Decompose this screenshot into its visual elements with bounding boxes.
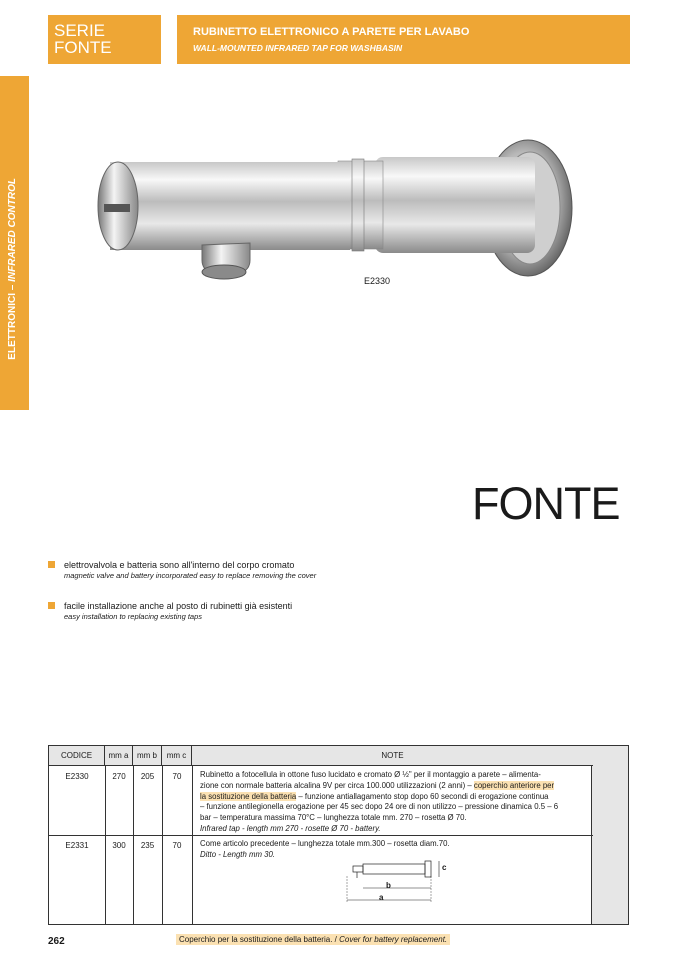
bullet-square-icon <box>48 561 55 568</box>
product-name-heading: FONTE <box>472 478 620 529</box>
cell-note: Come articolo precedente – lunghezza totale mm.300 – rosetta diam.70. Ditto - Length mm 30. <box>200 839 590 861</box>
header-note: NOTE <box>381 751 404 760</box>
product-code-caption: E2330 <box>364 276 391 286</box>
footnote: Coperchio per la sostituzione della batteria. / Cover for battery replacement. <box>176 934 450 945</box>
dimension-label-c: c <box>442 863 447 872</box>
header-code: CODICE <box>49 746 105 766</box>
dimension-label-a: a <box>379 893 384 902</box>
header-mm-c: mm c <box>162 746 192 766</box>
category-label: ELETTRONICI – INFRARED CONTROL <box>7 178 18 360</box>
cell-c: 70 <box>172 772 182 781</box>
title-italian: RUBINETTO ELETTRONICO A PARETE PER LAVABO <box>193 26 470 38</box>
title-english: WALL-MOUNTED INFRARED TAP FOR WASHBASIN <box>193 43 403 53</box>
cell-code: E2331 <box>65 841 89 850</box>
cell-note: Rubinetto a fotocellula in ottone fuso lucidato e cromato Ø ½" per il montaggio a parete – alimenta- zione con normale batteria alcalina 9V per circa 100.000 utilizzazioni (2 anni) – coperchio anteriore per la sostituzione della batteria – funzione antiallagamento stop dopo 60 secondi di erogazione continua – funzione antilegionella erogazione per 45 sec dopo 24 ore di non utilizzo – pressione dinamica 0.5 – 6 bar – temperatura massima 70°C – lunghezza totale mm. 270 – rosetta Ø 70. Infrared tap - length mm 270 - rosette Ø 70 - battery. <box>200 770 590 835</box>
title-box <box>177 15 630 64</box>
feature-text-english: magnetic valve and battery incorporated easy to replace removing the cover <box>64 571 317 580</box>
feature-text-italian: facile installazione anche al posto di rubinetti già esistenti <box>64 601 293 611</box>
header-mm-a: mm a <box>105 746 133 766</box>
cell-b: 235 <box>140 841 155 850</box>
dimension-label-b: b <box>386 881 391 890</box>
cell-c: 70 <box>172 841 182 850</box>
series-line-2: FONTE <box>54 38 112 57</box>
note-english: Ditto - Length mm 30. <box>200 849 275 859</box>
feature-text-english: easy installation to replacing existing taps <box>64 612 202 621</box>
table-header <box>49 746 593 766</box>
dimension-drawing <box>339 858 459 904</box>
cell-b: 205 <box>140 772 155 781</box>
cell-code: E2330 <box>65 772 89 781</box>
page-number: 262 <box>48 936 65 947</box>
series-label-box <box>48 15 161 64</box>
highlighted-text: la sostituzione della batteria <box>200 791 297 801</box>
header-mm-b: mm b <box>133 746 162 766</box>
row-divider <box>49 835 593 836</box>
cell-a: 270 <box>112 772 126 781</box>
product-image <box>90 135 580 285</box>
cell-a: 300 <box>112 841 126 850</box>
table-empty-column <box>591 746 628 924</box>
category-side-tab <box>0 76 29 410</box>
series-line-1: SERIE <box>54 21 106 40</box>
column-divider <box>192 766 193 924</box>
product-table <box>48 745 629 925</box>
bullet-square-icon <box>48 602 55 609</box>
feature-text-italian: elettrovalvola e batteria sono all'interno del corpo cromato <box>64 560 295 570</box>
note-english: Infrared tap - length mm 270 - rosette Ø 70 - battery. <box>200 823 381 833</box>
highlighted-text: coperchio anteriore per <box>473 780 555 790</box>
